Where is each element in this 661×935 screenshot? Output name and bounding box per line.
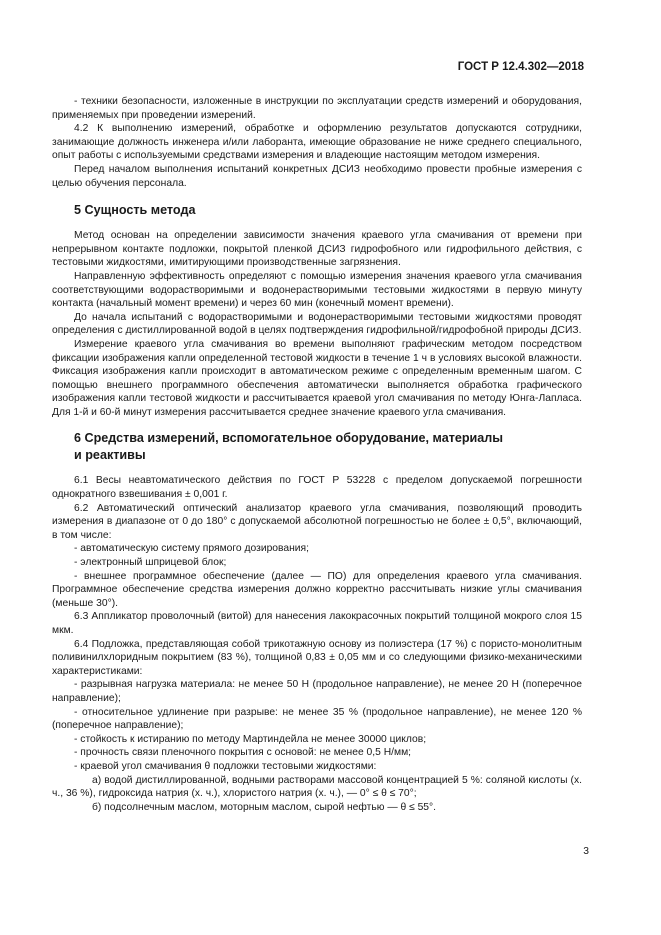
sub-item-b: б) подсолнечным маслом, моторным маслом, сырой нефтью — θ ≤ 55°. xyxy=(92,801,437,813)
section-5-paragraph: Метод основан на определении зависимости значения краевого угла смачивания от времени при непрерывном контакте подложки, покрытой пленкой ДСИЗ гидрофобного или гидрофильного действия, с тестовыми жидкостями, имитирующими производственные загрязнения. xyxy=(52,230,582,269)
list-item-6-4: - относительное удлинение при разрыве: не менее 35 % (продольное направление), не менее 120 % (поперечное направление); xyxy=(52,706,582,732)
list-item-6-2: - автоматическую систему прямого дозирования; xyxy=(74,543,309,555)
sub-item-a: а) водой дистиллированной, водными растворами массовой концентрацией 5 %: соляной кислоты (х. ч., 36 %), гидроксида натрия (х. ч.), хлористого натрия (х. ч.), — 0° ≤ θ ≤ 70°; xyxy=(52,774,582,800)
list-item-6-4: - краевой угол смачивания θ подложки тестовыми жидкостями: xyxy=(74,760,377,772)
paragraph-6-2: 6.2 Автоматический оптический анализатор краевого угла смачивания, позволяющий проводить измерения в диапазоне от 0 до 180° с допускаемой абсолютной погрешностью не более ± 0,5°, включающий, в том числе: xyxy=(52,502,582,541)
section-6-heading-line1: 6 Средства измерений, вспомогательное оборудование, материалы xyxy=(74,431,504,446)
section-5-paragraph: Направленную эффективность определяют с помощью измерения значения краевого угла смачивания соответствующими водорастворимыми и водонерастворимыми тестовыми жидкостями в первую минуту контакта (начальный момент времени) и через 60 мин (конечный момент времени). xyxy=(52,270,582,310)
page-number: 3 xyxy=(583,846,589,857)
paragraph-6-3: 6.3 Аппликатор проволочный (витой) для нанесения лакокрасочных покрытий толщиной мокрого слоя 15 мкм. xyxy=(52,611,582,636)
paragraph-6-1: 6.1 Весы неавтоматического действия по ГОСТ Р 53228 с пределом допускаемой погрешности однократного взвешивания ± 0,001 г. xyxy=(52,475,582,501)
section-6-heading-line2: и реактивы xyxy=(74,448,146,463)
section-5-heading: 5 Сущность метода xyxy=(74,203,196,218)
standard-code-header: ГОСТ Р 12.4.302—2018 xyxy=(457,61,584,73)
list-item-6-4: - стойкость к истиранию по методу Мартиндейла не менее 30000 циклов; xyxy=(74,733,427,745)
document-body xyxy=(52,95,582,814)
paragraph-safety-rules: - техники безопасности, изложенные в инструкции по эксплуатации средств измерений и оборудования, применяемых при проведении измерений. xyxy=(52,96,582,121)
section-5-paragraph: До начала испытаний с водорастворимыми и водонерастворимыми тестовыми жидкостями проводят определения с дистиллированной водой в целях подтверждения гидрофильной/гидрофобной природы ДСИЗ. xyxy=(52,311,582,337)
section-6-heading xyxy=(52,430,582,464)
section-5-paragraph: Измерение краевого угла смачивания во времени выполняют графическим методом посредством фиксации изображения капли определенной тестовой жидкости в течение 1 ч в условиях высокой влажности. Фиксация изображения капли происходит в автоматическом режиме с определенным временным шагом. С помощью внешнего программного обеспечения автоматически выполняется обработка графического изображения капли тестовой жидкости и рассчитывается краевой угол смачивания по методу Юнга-Лапласа. Для 1-й и 60-й минут измерения рассчитывается среднее значение краевого угла смачивания. xyxy=(52,338,582,418)
paragraph-6-4: 6.4 Подложка, представляющая собой трикотажную основу из полиэстера (17 %) с пористо-монолитным поливинилхлоридным покрытием (83 %), толщиной 0,83 ± 0,05 мм и со следующими физико-механическими характеристиками: xyxy=(52,638,582,677)
list-item-6-4: - разрывная нагрузка материала: не менее 50 Н (продольное направление), не менее 20 Н (поперечное направление); xyxy=(52,679,582,704)
paragraph-trial-measurements: Перед началом выполнения испытаний конкретных ДСИЗ необходимо провести пробные измерения с целью обучения персонала. xyxy=(52,163,582,189)
list-item-6-2: - электронный шприцевой блок; xyxy=(74,557,227,569)
list-item-6-2: - внешнее программное обеспечение (далее — ПО) для определения краевого угла смачивания. Программное обеспечение средства измерения должно корректно рассчитывать низкие углы смачивания (меньше 30°). xyxy=(52,570,582,609)
list-item-6-4: - прочность связи пленочного покрытия с основой: не менее 0,5 Н/мм; xyxy=(74,747,412,759)
paragraph-4-2: 4.2 К выполнению измерений, обработке и оформлению результатов допускаются сотрудники, занимающие должность инженера и/или лаборанта, имеющие образование не ниже среднего специального, опыт работы с используемыми средствами измерения и владеющие настоящим методом измерения. xyxy=(52,123,582,162)
